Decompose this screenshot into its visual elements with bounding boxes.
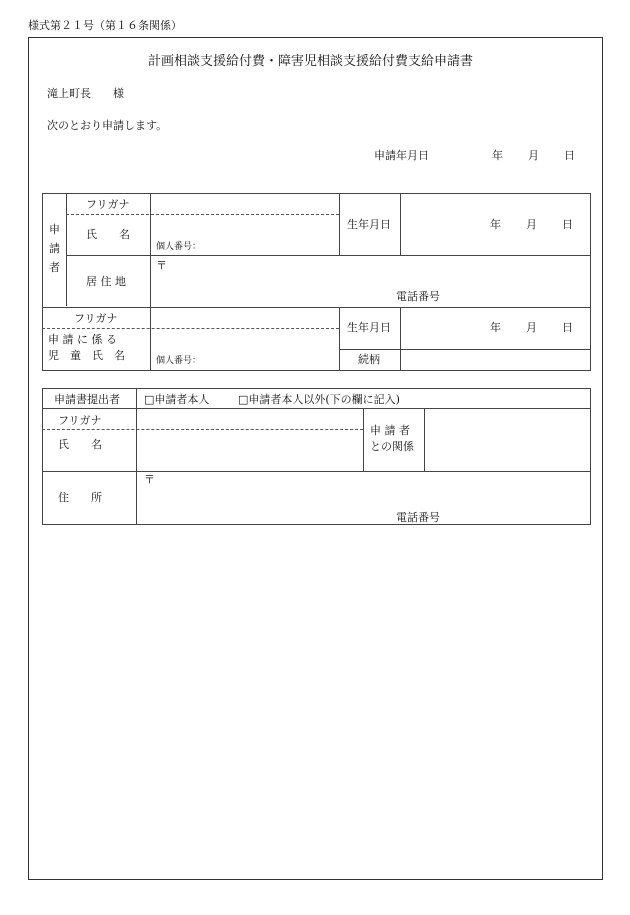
child-birth-year: 年	[490, 321, 501, 334]
child-birthdate-label: 生年月日	[347, 321, 391, 334]
application-date-label: 申請年月日	[374, 149, 429, 162]
child-name-label-line1: 申 請 に 係 る	[48, 333, 117, 346]
child-birth-day: 日	[562, 321, 573, 334]
child-relationship-label: 続柄	[358, 353, 380, 366]
applicant-birth-month: 月	[526, 218, 537, 231]
submitter-phone-label: 電話番号	[396, 511, 440, 524]
applicant-birth-year: 年	[490, 218, 501, 231]
applicant-birthdate-label: 生年月日	[347, 218, 391, 231]
applicant-postal-mark: 〒	[156, 259, 167, 272]
submitter-option-other[interactable]: □申請者本人以外(下の欄に記入)	[238, 393, 400, 406]
applicant-label-char: 者	[49, 261, 60, 274]
intro-text: 次のとおり申請します。	[47, 119, 168, 132]
submitter-option-self[interactable]: □申請者本人	[144, 393, 210, 406]
submitter-address-label: 住 所	[58, 491, 102, 504]
application-date-month: 月	[528, 149, 539, 162]
applicant-phone-label: 電話番号	[396, 290, 440, 303]
child-birth-month: 月	[526, 321, 537, 334]
submitter-relation-label-line1: 申 請 者	[370, 424, 410, 437]
submitter-postal-mark: 〒	[144, 473, 155, 486]
applicant-personal-number-label: 個人番号：	[156, 242, 202, 252]
form-title: 計画相談支援給付費・障害児相談支援給付費支給申請書	[148, 54, 474, 69]
application-date-year: 年	[492, 149, 503, 162]
submitter-relation-label-line2: との関係	[370, 440, 414, 453]
addressee: 滝上町長 様	[47, 87, 124, 100]
applicant-name-label: 氏 名	[86, 228, 130, 241]
form-number: 様式第２１号（第１６条関係）	[28, 19, 182, 32]
applicant-label-char: 申	[49, 223, 60, 236]
submitter-label: 申請書提出者	[54, 393, 120, 406]
child-personal-number-label: 個人番号：	[156, 356, 202, 366]
applicant-birth-day: 日	[562, 218, 573, 231]
submitter-furigana-label: フリガナ	[58, 414, 102, 427]
child-furigana-label: フリガナ	[74, 312, 118, 325]
applicant-label-char: 請	[49, 242, 60, 255]
applicant-furigana-label: フリガナ	[86, 198, 130, 211]
application-date-day: 日	[564, 149, 575, 162]
submitter-name-label: 氏 名	[58, 438, 102, 451]
applicant-residence-label: 居 住 地	[86, 275, 126, 288]
child-name-label-line2: 児 童 氏 名	[48, 349, 125, 362]
